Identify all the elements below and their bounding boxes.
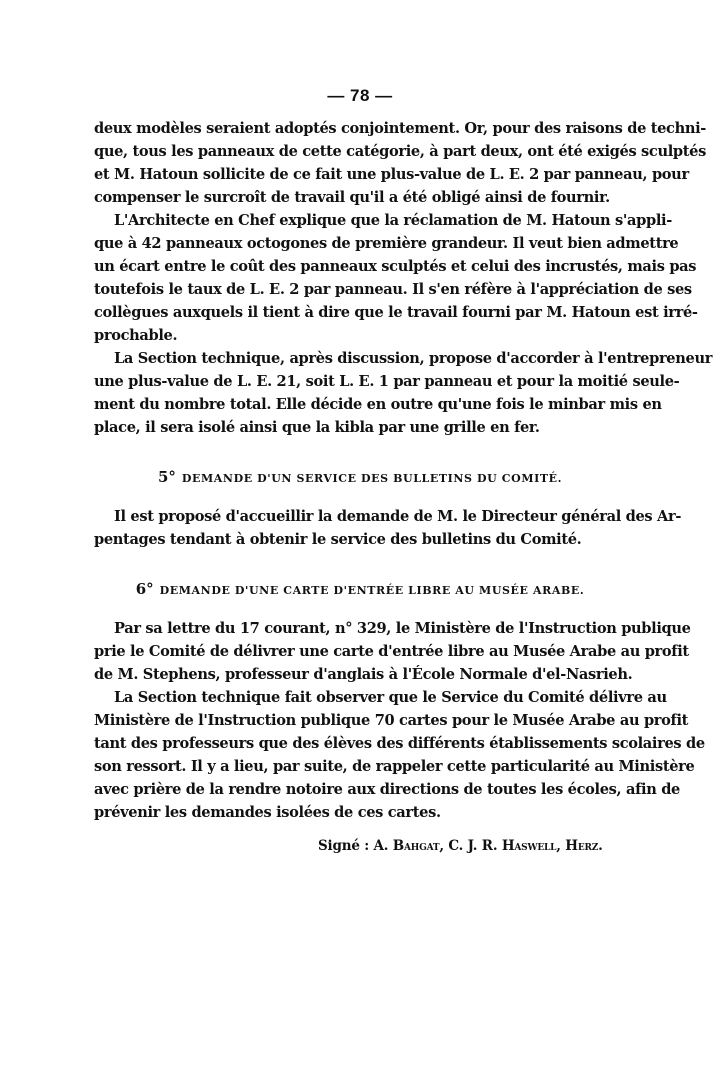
section-6-paragraph-1 bbox=[94, 617, 691, 686]
text-line: collègues auxquels il tient à dire que le travail fourni par M. Hatoun est irré- bbox=[94, 304, 698, 321]
signature bbox=[318, 838, 603, 854]
text-line: avec prière de la rendre notoire aux directions de toutes les écoles, afin de bbox=[94, 781, 680, 798]
paragraph-3 bbox=[94, 347, 713, 439]
signature-names: A. Bahgat, C. J. R. Haswell, Herz. bbox=[373, 838, 603, 854]
text-line: un écart entre le coût des panneaux sculptés et celui des incrustés, mais pas bbox=[94, 258, 697, 275]
text-line: La Section technique fait observer que le Service du Comité délivre au bbox=[114, 689, 667, 706]
section-title: DEMANDE D'UNE CARTE D'ENTRÉE LIBRE AU MUSÉE ARABE. bbox=[159, 584, 585, 597]
text-line: place, il sera isolé ainsi que la kibla par une grille en fer. bbox=[94, 419, 540, 436]
text-line: de M. Stephens, professeur d'anglais à l'École Normale d'el-Nasrieh. bbox=[94, 666, 633, 683]
text-line: Il est proposé d'accueillir la demande de M. le Directeur général des Ar- bbox=[114, 508, 682, 525]
text-line: deux modèles seraient adoptés conjointement. Or, pour des raisons de techni- bbox=[94, 120, 707, 137]
text-line: prie le Comité de délivrer une carte d'entrée libre au Musée Arabe au profit bbox=[94, 643, 689, 660]
paragraph-1 bbox=[94, 117, 707, 209]
text-line: une plus-value de L. E. 21, soit L. E. 1 par panneau et pour la moitié seule- bbox=[94, 373, 680, 390]
page-number: — 78 — bbox=[327, 86, 393, 105]
text-line: compenser le surcroît de travail qu'il a été obligé ainsi de fournir. bbox=[94, 189, 610, 206]
text-line: tant des professeurs que des élèves des différents établissements scolaires de bbox=[94, 735, 705, 752]
signature-prefix: Signé : bbox=[318, 838, 374, 854]
text-line: prévenir les demandes isolées de ces cartes. bbox=[94, 804, 441, 821]
section-number: 6° bbox=[135, 580, 154, 598]
text-line: et M. Hatoun sollicite de ce fait une plus-value de L. E. 2 par panneau, pour bbox=[94, 166, 689, 183]
section-number: 5° bbox=[157, 468, 176, 486]
text-line: La Section technique, après discussion, propose d'accorder à l'entrepreneur bbox=[114, 350, 713, 367]
text-line: L'Architecte en Chef explique que la réclamation de M. Hatoun s'appli- bbox=[114, 212, 672, 229]
text-line: que, tous les panneaux de cette catégorie, à part deux, ont été exigés sculptés bbox=[94, 143, 706, 160]
section-6-heading bbox=[94, 578, 626, 601]
section-5-heading bbox=[94, 466, 626, 489]
text-line: ment du nombre total. Elle décide en outre qu'une fois le minbar mis en bbox=[94, 396, 662, 413]
section-6-paragraph-2 bbox=[94, 686, 705, 824]
text-line: Par sa lettre du 17 courant, n° 329, le Ministère de l'Instruction publique bbox=[114, 620, 691, 637]
section-5-paragraph bbox=[94, 505, 682, 551]
text-line: toutefois le taux de L. E. 2 par panneau. Il s'en réfère à l'appréciation de ses bbox=[94, 281, 692, 298]
paragraph-2 bbox=[94, 209, 698, 347]
section-title: DEMANDE D'UN SERVICE DES BULLETINS DU COMITÉ. bbox=[181, 472, 563, 485]
text-line: Ministère de l'Instruction publique 70 cartes pour le Musée Arabe au profit bbox=[94, 712, 689, 729]
text-line: que à 42 panneaux octogones de première grandeur. Il veut bien admettre bbox=[94, 235, 679, 252]
text-line: prochable. bbox=[94, 327, 178, 344]
text-line: son ressort. Il y a lieu, par suite, de rappeler cette particularité au Ministère bbox=[94, 758, 695, 775]
text-line: pentages tendant à obtenir le service des bulletins du Comité. bbox=[94, 531, 582, 548]
